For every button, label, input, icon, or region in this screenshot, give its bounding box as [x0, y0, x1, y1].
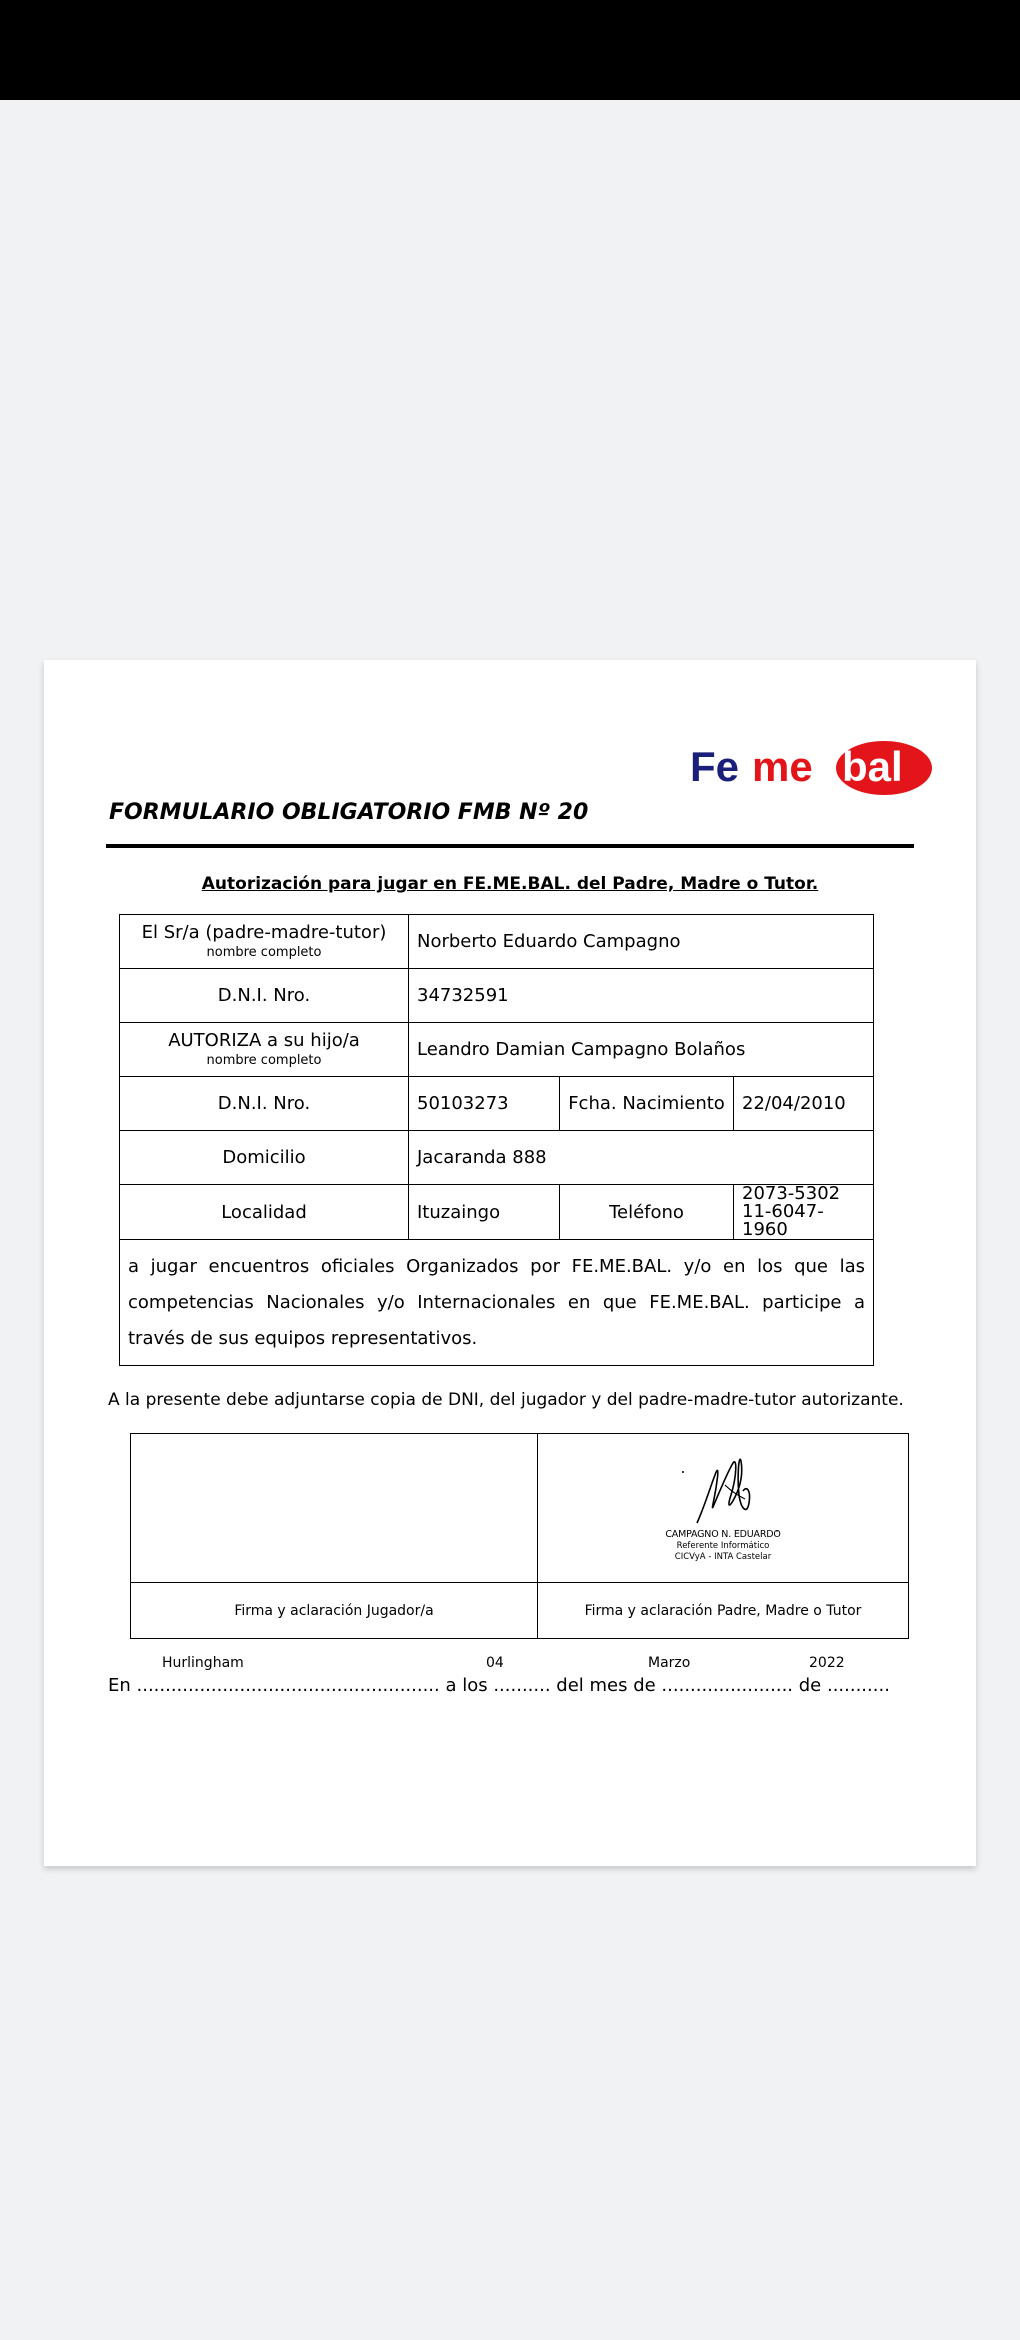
birth-date-value: 22/04/2010 — [734, 1077, 874, 1131]
parent-signature-box — [538, 1434, 909, 1583]
player-signature-label: Firma y aclaración Jugador/a — [131, 1583, 538, 1639]
parent-signature-label: Firma y aclaración Padre, Madre o Tutor — [538, 1583, 909, 1639]
child-dni-label: D.N.I. Nro. — [120, 1077, 409, 1131]
phone-2: 11-6047-1960 — [742, 1201, 824, 1240]
filled-month: Marzo — [648, 1655, 691, 1671]
phone-1: 2073-5302 — [742, 1183, 841, 1204]
table-row — [120, 1240, 874, 1366]
parent-label: El Sr/a (padre-madre-tutor) — [141, 921, 387, 943]
logo-text-me: me — [752, 743, 813, 790]
table-row — [120, 1185, 874, 1240]
table-row — [120, 915, 874, 969]
parent-sublabel: nombre completo — [206, 944, 322, 960]
locality-value: Ituzaingo — [409, 1185, 560, 1240]
filled-year: 2022 — [809, 1655, 845, 1671]
place-date-line: En ..................................................... a los .......... del mes de ....................... de ........... — [108, 1675, 890, 1696]
child-dni-value: 50103273 — [409, 1077, 560, 1131]
phone-label: Teléfono — [560, 1185, 734, 1240]
phone-values — [734, 1185, 874, 1240]
femebal-logo — [690, 738, 950, 798]
handwritten-signature — [657, 1445, 797, 1535]
child-sublabel: nombre completo — [206, 1052, 322, 1068]
table-row — [120, 969, 874, 1023]
stamp-role: Referente Informático — [676, 1541, 770, 1551]
authorization-heading: Autorización para jugar en FE.ME.BAL. del Padre, Madre o Tutor. — [201, 874, 819, 894]
dni-attachment-note: A la presente debe adjuntarse copia de DNI, del jugador y del padre-madre-tutor autorizante. — [108, 1390, 904, 1410]
status-bar — [0, 0, 1020, 100]
form-title: FORMULARIO OBLIGATORIO FMB Nº 20 — [109, 800, 589, 825]
child-name-value: Leandro Damian Campagno Bolaños — [409, 1023, 874, 1077]
parent-dni-value: 34732591 — [409, 969, 874, 1023]
table-row — [120, 1131, 874, 1185]
stamp-institution: CICVyA - INTA Castelar — [674, 1552, 772, 1562]
title-divider — [106, 844, 914, 848]
table-row — [120, 1023, 874, 1077]
stamp-name: CAMPAGNO N. EDUARDO — [665, 1529, 781, 1540]
authorization-clause: a jugar encuentros oficiales Organizados por FE.ME.BAL. y/o en los que las competencias Nacionales y/o Internacionales en que FE.ME.BAL. participe a través de sus equipos representativos. — [120, 1240, 874, 1366]
child-label-cell — [120, 1023, 409, 1077]
filled-day: 04 — [486, 1655, 504, 1671]
logo-text-bal: bal — [842, 743, 903, 790]
parent-name-value: Norberto Eduardo Campagno — [409, 915, 874, 969]
address-label: Domicilio — [120, 1131, 409, 1185]
parent-dni-label: D.N.I. Nro. — [120, 969, 409, 1023]
filled-city: Hurlingham — [162, 1655, 244, 1671]
authorization-table — [119, 914, 874, 1366]
document-page — [44, 660, 976, 1866]
logo-text-fe: Fe — [690, 743, 740, 790]
birth-date-label: Fcha. Nacimiento — [560, 1077, 734, 1131]
locality-label: Localidad — [120, 1185, 409, 1240]
parent-label-cell — [120, 915, 409, 969]
child-label: AUTORIZA a su hijo/a — [168, 1029, 360, 1051]
signature-table — [130, 1433, 909, 1639]
table-row — [120, 1077, 874, 1131]
address-value: Jacaranda 888 — [409, 1131, 874, 1185]
player-signature-box — [131, 1434, 538, 1583]
